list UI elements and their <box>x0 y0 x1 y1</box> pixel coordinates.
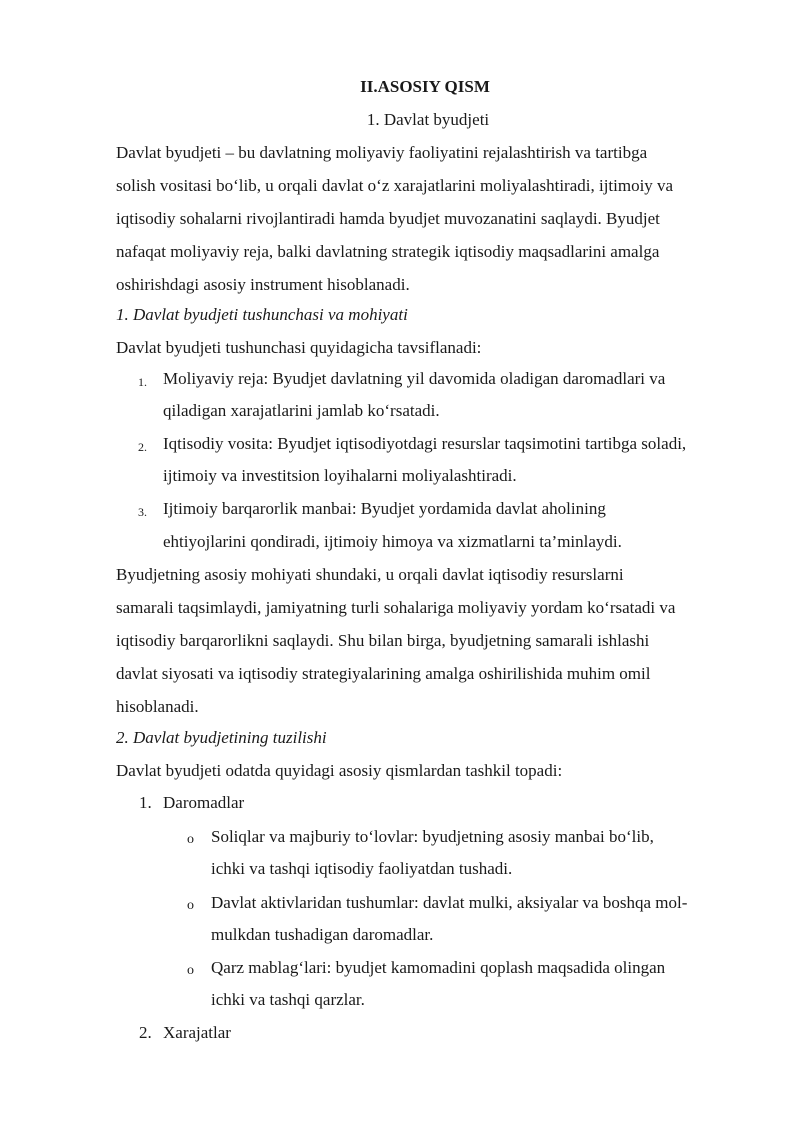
list-number: 2. <box>139 1023 152 1042</box>
sublist-item-line: Qarz mablag‘lari: byudjet kamomadini qoplash maqsadida olingan <box>211 958 666 977</box>
list-item-line: ijtimoiy va investitsion loyihalarni moliyalashtiradi. <box>163 466 517 485</box>
intro-line: solish vositasi bo‘lib, u orqali davlat o‘z xarajatlarini moliyalashtiradi, ijtimoiy va <box>116 176 674 195</box>
list-number: 2. <box>138 440 147 454</box>
sublist-item-line: mulkdan tushadigan daromadlar. <box>211 925 434 944</box>
list-item-line: Iqtisodiy vosita: Byudjet iqtisodiyotdagi resurslar taqsimotini tartibga soladi, <box>163 434 687 453</box>
intro-line: oshirishdagi asosiy instrument hisoblanadi. <box>116 275 410 294</box>
list-item-line: Ijtimoiy barqarorlik manbai: Byudjet yordamida davlat aholining <box>163 499 606 518</box>
intro-line: nafaqat moliyaviy reja, balki davlatning strategik iqtisodiy maqsadlarini amalga <box>116 242 660 261</box>
bullet-marker: o <box>187 898 194 913</box>
section2-lead: Davlat byudjeti odatda quyidagi asosiy qismlardan tashkil topadi: <box>116 761 563 780</box>
sublist-item-line: Soliqlar va majburiy to‘lovlar: byudjetning asosiy manbai bo‘lib, <box>211 827 654 846</box>
intro-line: iqtisodiy sohalarni rivojlantiradi hamda byudjet muvozanatini saqlaydi. Byudjet <box>116 209 660 228</box>
list-item-label: Xarajatlar <box>163 1023 231 1042</box>
list-item-line: qiladigan xarajatlarini jamlab ko‘rsatadi. <box>163 401 440 420</box>
paragraph-line: samarali taqsimlaydi, jamiyatning turli sohalariga moliyaviy yordam ko‘rsatadi va <box>116 598 676 617</box>
list-item-label: Daromadlar <box>163 793 245 812</box>
page-heading: II.ASOSIY QISM <box>360 77 490 96</box>
paragraph-line: hisoblanadi. <box>116 697 199 716</box>
paragraph-line: iqtisodiy barqarorlikni saqlaydi. Shu bilan birga, byudjetning samarali ishlashi <box>116 631 650 650</box>
list-number: 3. <box>138 505 147 519</box>
section1-title: 1. Davlat byudjeti tushunchasi va mohiyati <box>116 305 408 324</box>
list-number: 1. <box>138 375 147 389</box>
bullet-marker: o <box>187 963 194 978</box>
section1-lead: Davlat byudjeti tushunchasi quyidagicha tavsiflanadi: <box>116 338 482 357</box>
sublist-item-line: ichki va tashqi qarzlar. <box>211 990 365 1009</box>
section-subheading: 1. Davlat byudjeti <box>366 110 490 129</box>
bullet-marker: o <box>187 832 194 847</box>
sublist-item-line: Davlat aktivlaridan tushumlar: davlat mulki, aksiyalar va boshqa mol- <box>211 893 688 912</box>
intro-line: Davlat byudjeti – bu davlatning moliyaviy faoliyatini rejalashtirish va tartibga <box>116 143 648 162</box>
list-item-line: Moliyaviy reja: Byudjet davlatning yil davomida oladigan daromadlari va <box>163 369 666 388</box>
sublist-item-line: ichki va tashqi iqtisodiy faoliyatdan tushadi. <box>211 859 513 878</box>
paragraph-line: davlat siyosati va iqtisodiy strategiyalarining amalga oshirilishida muhim omil <box>116 664 651 683</box>
section2-title: 2. Davlat byudjetining tuzilishi <box>116 728 327 747</box>
list-item-line: ehtiyojlarini qondiradi, ijtimoiy himoya va xizmatlarni ta’minlaydi. <box>163 532 622 551</box>
list-number: 1. <box>139 793 152 812</box>
paragraph-line: Byudjetning asosiy mohiyati shundaki, u orqali davlat iqtisodiy resurslarni <box>116 565 624 584</box>
